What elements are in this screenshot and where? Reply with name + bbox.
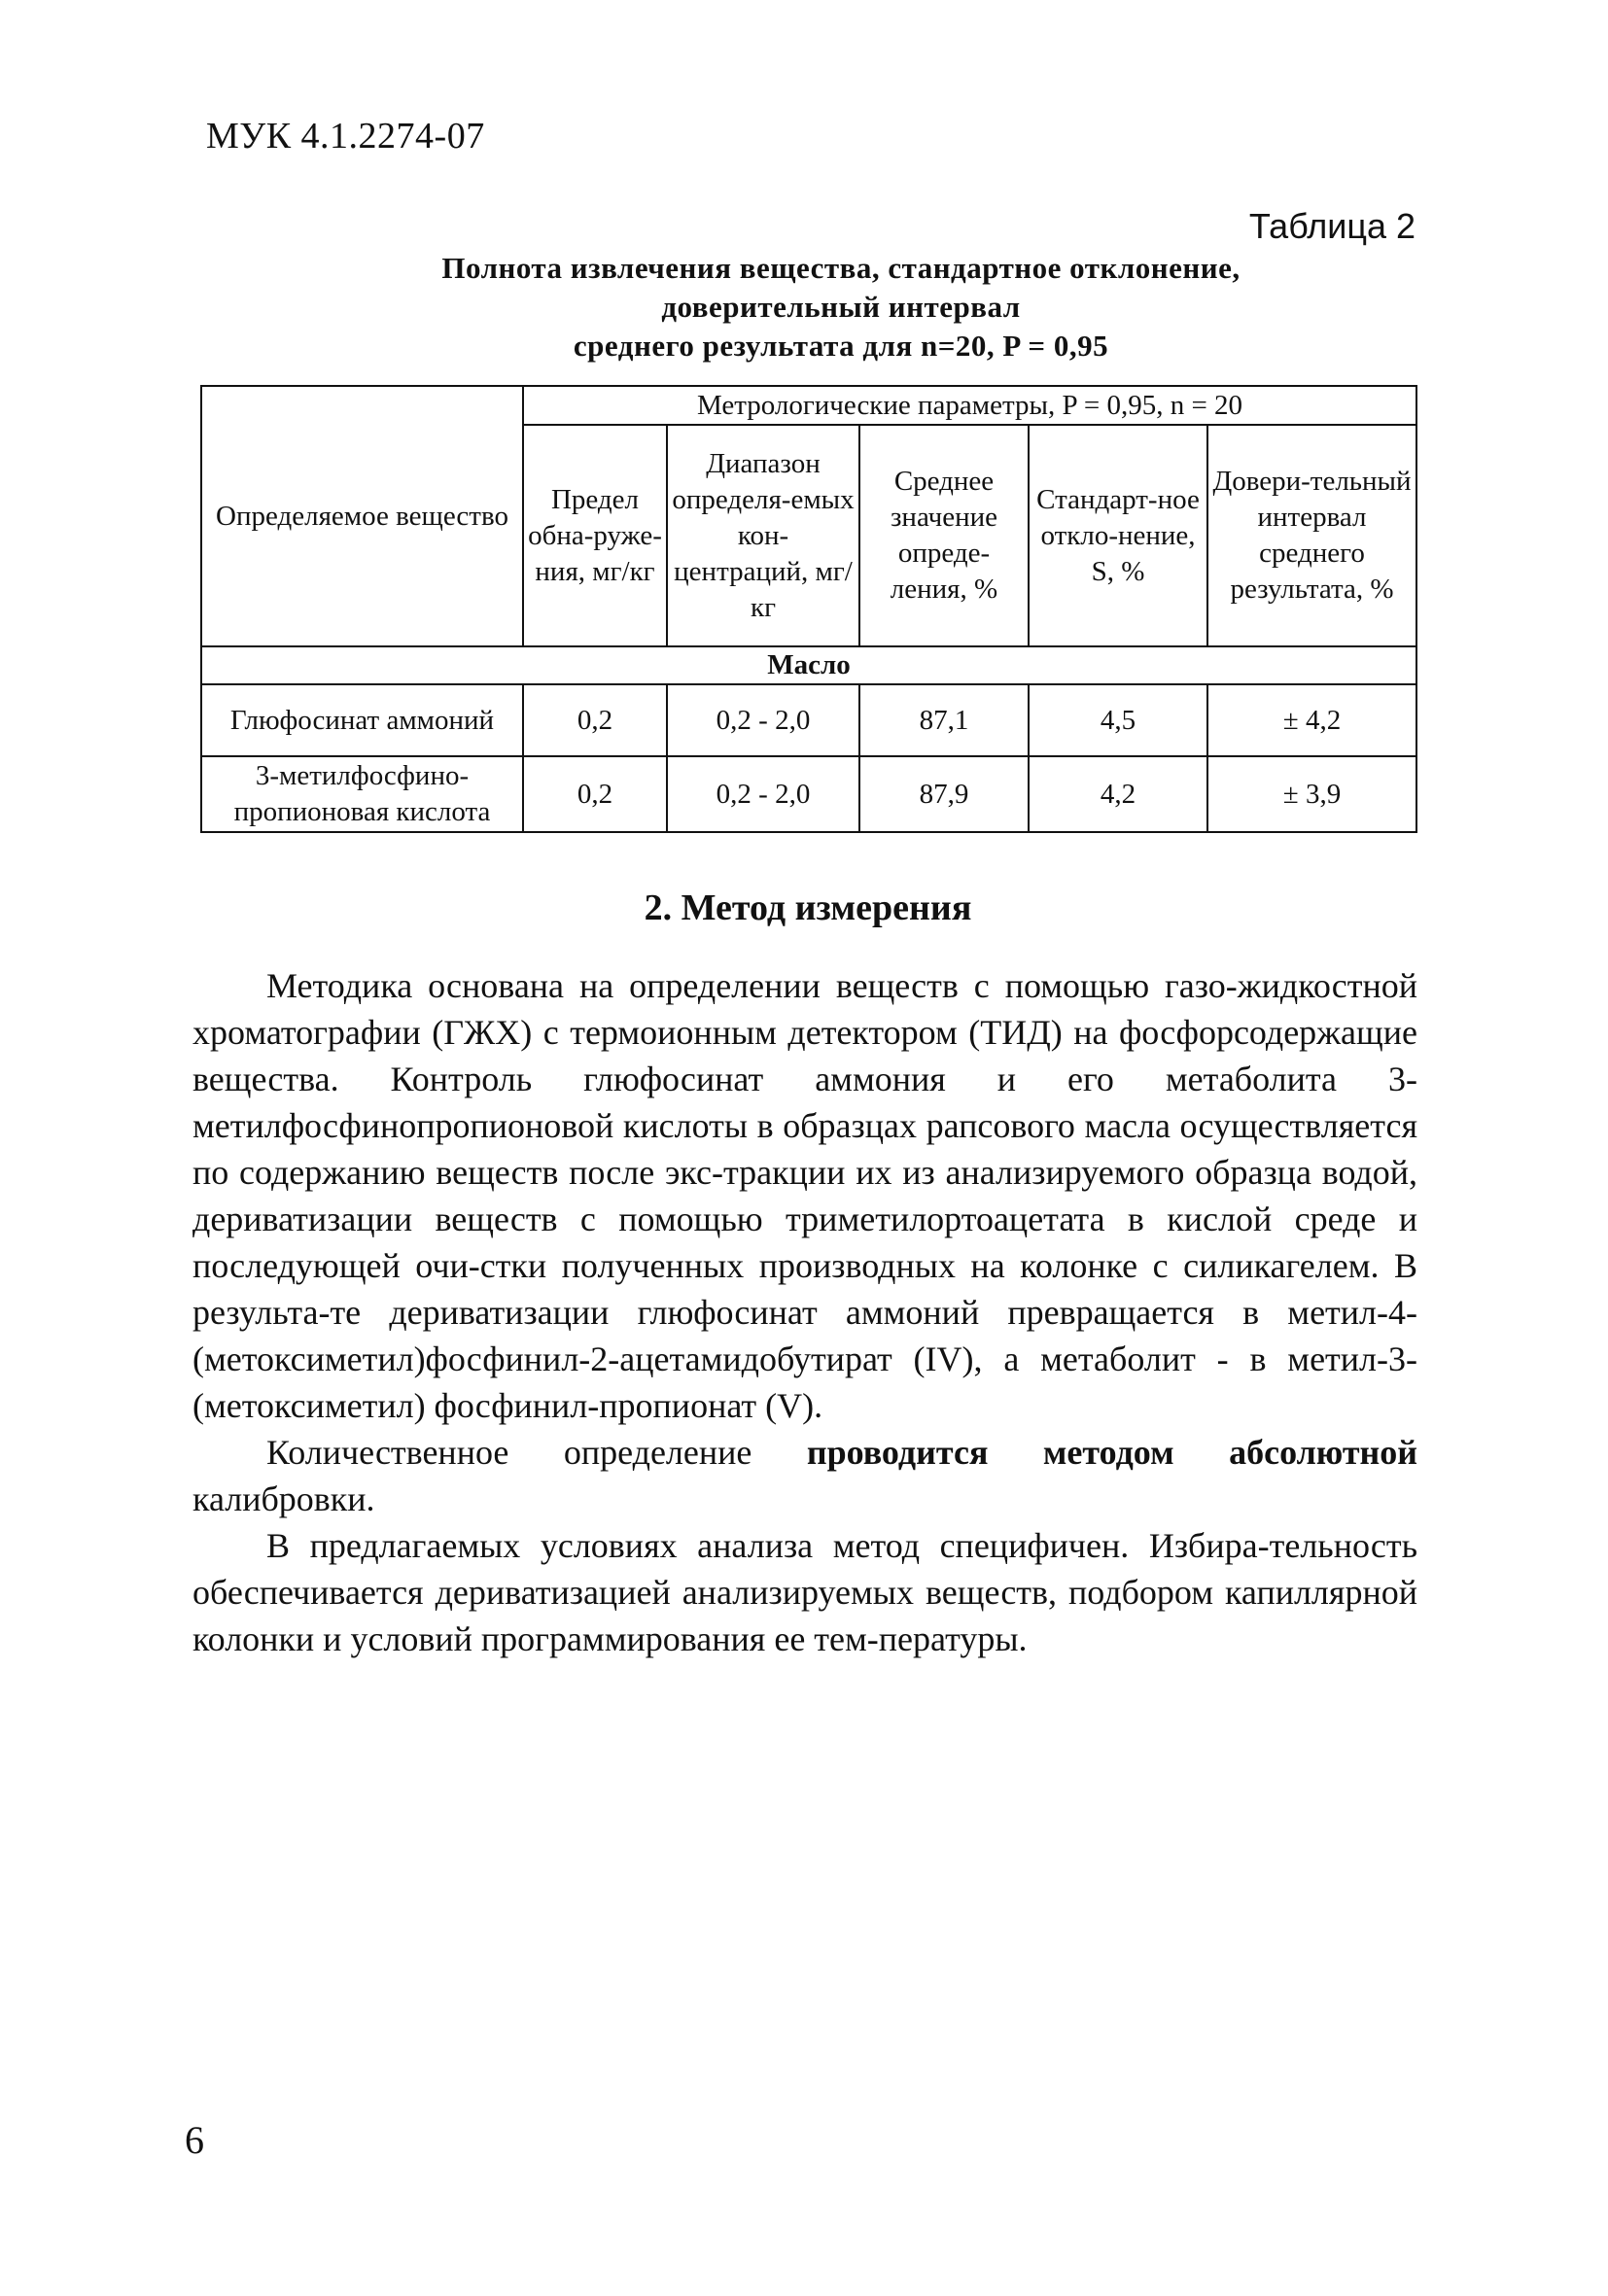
paragraph-2: [192, 1429, 1417, 1522]
substance-header: Определяемое вещество: [201, 386, 523, 646]
row-ci: ± 4,2: [1207, 684, 1416, 756]
row-range: 0,2 - 2,0: [667, 684, 859, 756]
col-concentration-range: Диапазон определя-емых кон-центраций, мг/кг: [667, 425, 859, 646]
row-sd: 4,2: [1029, 756, 1207, 832]
table-row: [201, 684, 1416, 756]
section-body: [192, 962, 1417, 1662]
caption-line-2: доверительный интервал: [661, 290, 1021, 324]
table-label: Таблица 2: [1248, 206, 1416, 246]
document-code: МУК 4.1.2274-07: [206, 116, 485, 157]
row-substance: 3-метилфосфино-пропионовая кислота: [201, 756, 523, 832]
page-number: 6: [185, 2118, 204, 2162]
paragraph-2-part-b: проводится методом абсолютной: [806, 1433, 1417, 1472]
paragraph-2-part-c: калибровки.: [192, 1479, 375, 1518]
table-row: [201, 756, 1416, 832]
metrology-table: [200, 385, 1417, 833]
paragraph-3: В предлагаемых условиях анализа метод специфичен. Избира-тельность обеспечивается дериватизацией анализируемых веществ, подбором капиллярной колонки и условий программирования ее тем-пературы.: [192, 1526, 1417, 1658]
col-detection-limit: Предел обна-руже-ния, мг/кг: [523, 425, 667, 646]
row-substance: Глюфосинат аммоний: [201, 684, 523, 756]
caption-line-1: Полнота извлечения вещества, стандартное отклонение,: [441, 251, 1241, 285]
metrology-header: Метрологические параметры, P = 0,95, n = 20: [523, 386, 1416, 425]
col-mean-value: Среднее значение опреде-ления, %: [859, 425, 1029, 646]
row-limit: 0,2: [523, 684, 667, 756]
row-mean: 87,9: [859, 756, 1029, 832]
paragraph-1: Методика основана на определении веществ с помощью газо-жидкостной хроматографии (ГЖХ) с термоионным детектором (ТИД) на фосфорсодержащие вещества. Контроль глюфосинат аммония и его метаболита 3-метилфосфинопропионовой кислоты в образцах рапсового масла осуществляется по содержанию веществ после экс-тракции их из анализируемого образца водой, дериватизации веществ с помощью триметилортоацетата в кислой среде и последующей очи-стки полученных производных на колонке с силикагелем. В результа-те дериватизации глюфосинат аммоний превращается в метил-4-(метоксиметил)фосфинил-2-ацетамидобутират (IV), а метаболит - в метил-3-(метоксиметил) фосфинил-пропионат (V).: [192, 966, 1417, 1425]
caption-line-3: среднего результата для n=20, P = 0,95: [573, 329, 1109, 363]
section-title: 2. Метод измерения: [644, 887, 972, 928]
row-mean: 87,1: [859, 684, 1029, 756]
row-sd: 4,5: [1029, 684, 1207, 756]
row-range: 0,2 - 2,0: [667, 756, 859, 832]
group-row: Масло: [201, 646, 1416, 684]
col-standard-deviation: Стандарт-ное откло-нение, S, %: [1029, 425, 1207, 646]
row-ci: ± 3,9: [1207, 756, 1416, 832]
table-caption: [233, 249, 1449, 365]
paragraph-2-part-a: Количественное определение: [266, 1433, 752, 1472]
row-limit: 0,2: [523, 756, 667, 832]
col-confidence-interval: Довери-тельный интервал среднего результата, %: [1207, 425, 1416, 646]
